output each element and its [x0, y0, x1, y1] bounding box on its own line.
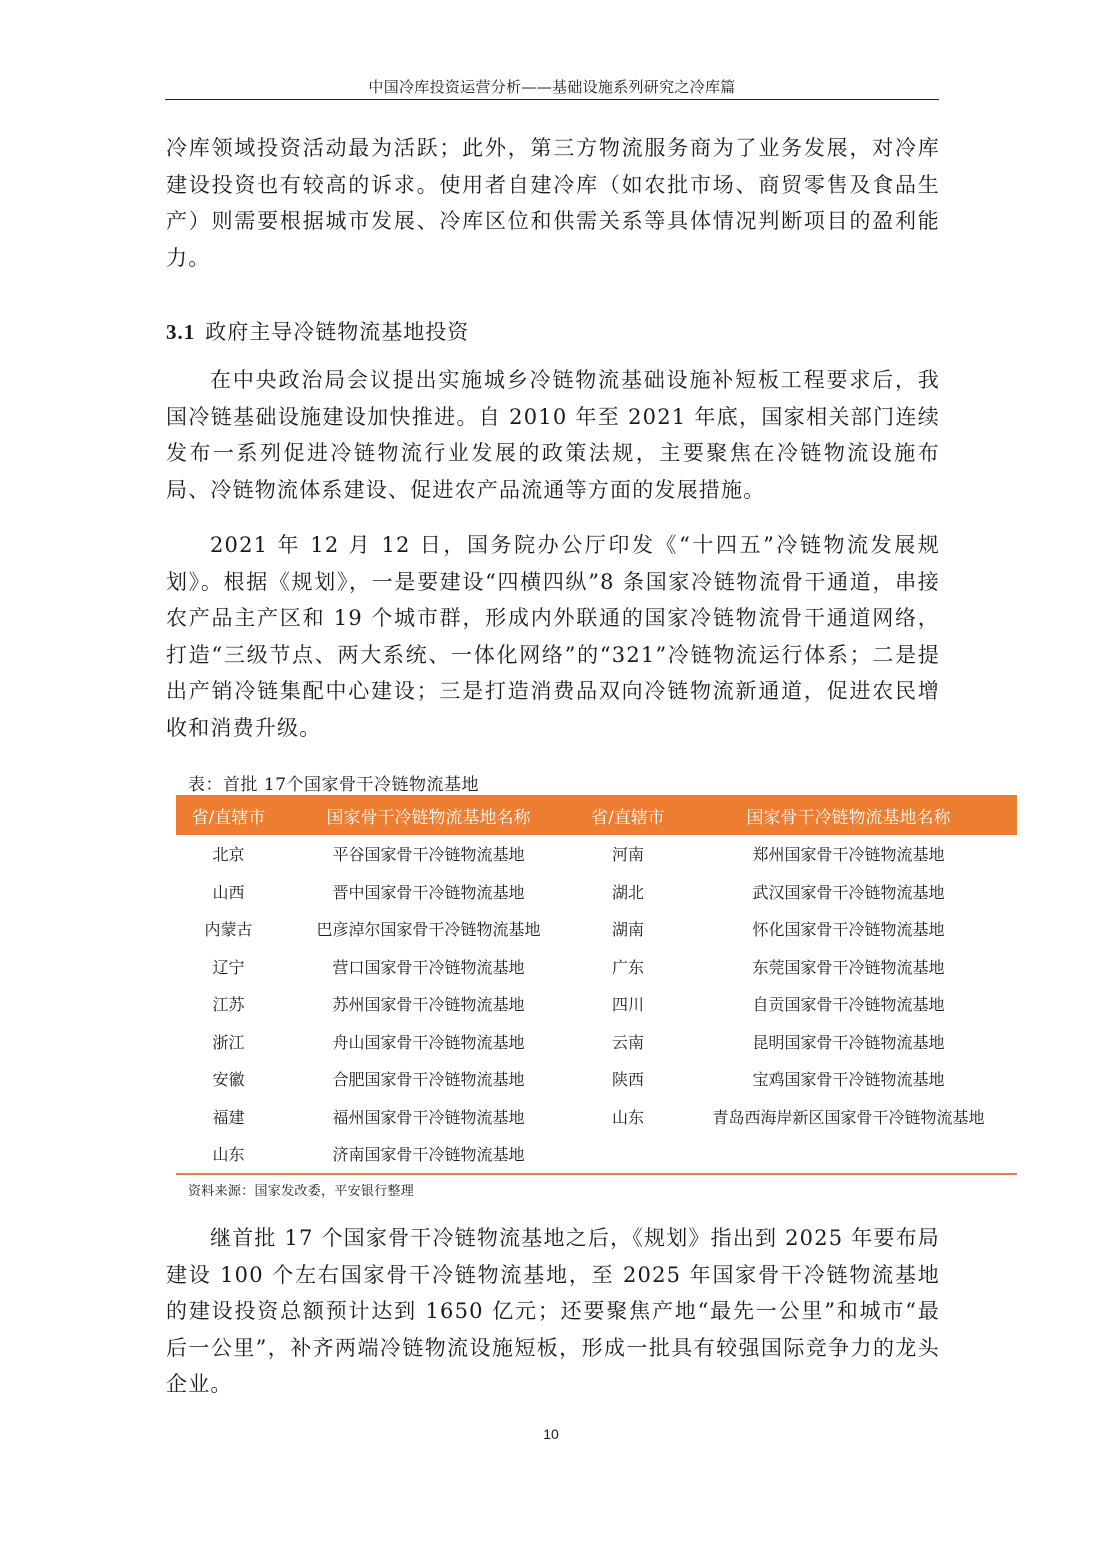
table-row: [176, 985, 1017, 1023]
base-name-cell: 平谷国家骨干冷链物流基地: [332, 845, 525, 865]
paragraph-outlook: 继首批 17 个国家骨干冷链物流基地之后，《规划》指出到 2025 年要布局建设 100 个左右国家骨干冷链物流基地，至 2025 年国家骨干冷链物流基地的建设投资总额预计达到 1650 亿元；还要聚焦产地“最先一公里”和城市“最后一公里”，补齐两端冷链物流设施短板，形成一批具有较强国际竞争力的龙头企业。: [166, 1226, 940, 1396]
running-header: 中国冷库投资运营分析——基础设施系列研究之冷库篇: [368, 78, 736, 96]
section-title: 政府主导冷链物流基地投资: [205, 320, 470, 344]
paragraph-policy: 在中央政治局会议提出实施城乡冷链物流基础设施补短板工程要求后，我国冷链基础设施建设加快推进。自 2010 年至 2021 年底，国家相关部门连续发布一系列促进冷链物流行业发展的政策法规，主要聚焦在冷链物流设施布局、冷链物流体系建设、促进农产品流通等方面的发展措施。: [166, 368, 940, 502]
table-row: [176, 948, 1017, 986]
section-number: 3.1: [166, 320, 196, 344]
paragraph-intro: 冷库领域投资活动最为活跃；此外，第三方物流服务商为了业务发展，对冷库建设投资也有较高的诉求。使用者自建冷库（如农批市场、商贸零售及食品生产）则需要根据城市发展、冷库区位和供需关系等具体情况判断项目的盈利能力。: [166, 136, 940, 270]
base-name-cell: 苏州国家骨干冷链物流基地: [332, 995, 525, 1015]
province-cell: 湖北: [611, 882, 644, 902]
header-divider: [165, 99, 939, 100]
table-row: [176, 1135, 1017, 1174]
base-name-cell: 晋中国家骨干冷链物流基地: [332, 882, 525, 902]
header-base-name: 国家骨干冷链物流基地名称: [746, 807, 951, 828]
base-name-cell: 巴彦淖尔国家骨干冷链物流基地: [316, 920, 541, 940]
province-cell: 陕西: [611, 1070, 644, 1090]
base-name-cell: 郑州国家骨干冷链物流基地: [752, 845, 945, 865]
base-name-cell: 东莞国家骨干冷链物流基地: [752, 957, 945, 977]
base-name-cell: 自贡国家骨干冷链物流基地: [752, 995, 945, 1015]
base-name-cell: 营口国家骨干冷链物流基地: [332, 957, 525, 977]
table-source-note: 资料来源：国家发改委，平安银行整理: [188, 1184, 415, 1199]
province-cell: 河南: [611, 845, 644, 865]
province-cell: 安徽: [212, 1070, 245, 1090]
province-cell: 广东: [611, 957, 644, 977]
province-cell: 山东: [611, 1107, 644, 1127]
province-cell: 山东: [176, 1135, 281, 1174]
province-cell: [576, 1135, 680, 1174]
paragraph-plan: 2021 年 12 月 12 日，国务院办公厅印发《“十四五”冷链物流发展规划》。根据《规划》，一是要建设“四横四纵”8 条国家冷链物流骨干通道，串接农产品主产区和 19 个城市群，形成内外联通的国家冷链物流骨干通道网络，打造“三级节点、两大系统、一体化网络”的“321”冷链物流运行体系；二是提出产销冷链集配中心建设；三是打造消费品双向冷链物流新通道，促进农民增收和消费升级。: [166, 533, 940, 740]
base-name-cell: 武汉国家骨干冷链物流基地: [752, 882, 945, 902]
province-cell: 北京: [212, 845, 245, 865]
table-row: [176, 873, 1017, 911]
base-name-cell: 昆明国家骨干冷链物流基地: [752, 1032, 945, 1052]
province-cell: 浙江: [212, 1032, 245, 1052]
table-row: [176, 1098, 1017, 1136]
table-caption: 表：首批 17个国家骨干冷链物流基地: [188, 775, 480, 795]
cold-chain-base-table: [176, 795, 1017, 1175]
province-cell: 江苏: [212, 995, 245, 1015]
base-name-cell: 福州国家骨干冷链物流基地: [332, 1107, 525, 1127]
province-cell: 辽宁: [212, 957, 245, 977]
province-cell: 内蒙古: [204, 920, 253, 940]
table-row: [176, 1060, 1017, 1098]
base-name-cell: 宝鸡国家骨干冷链物流基地: [752, 1070, 945, 1090]
base-name-cell: 济南国家骨干冷链物流基地: [281, 1135, 576, 1174]
table-row: [176, 910, 1017, 948]
page-number: 10: [543, 1426, 559, 1442]
section-heading: [166, 314, 469, 350]
base-name-cell: 青岛西海岸新区国家骨干冷链物流基地: [712, 1107, 985, 1127]
province-cell: 云南: [611, 1032, 644, 1052]
header-base-name: 国家骨干冷链物流基地名称: [326, 807, 531, 828]
base-name-cell: 怀化国家骨干冷链物流基地: [752, 920, 945, 940]
province-cell: 福建: [212, 1107, 245, 1127]
table-header-row: [176, 795, 1017, 835]
province-cell: 湖南: [611, 920, 644, 940]
province-cell: 四川: [611, 995, 644, 1015]
base-name-cell: 舟山国家骨干冷链物流基地: [332, 1032, 525, 1052]
table-row: [176, 835, 1017, 873]
base-name-cell: [680, 1135, 1017, 1174]
header-province: 省/直辖市: [191, 807, 266, 828]
header-province: 省/直辖市: [591, 807, 665, 828]
province-cell: 山西: [212, 882, 245, 902]
table-row: [176, 1023, 1017, 1061]
base-name-cell: 合肥国家骨干冷链物流基地: [332, 1070, 525, 1090]
